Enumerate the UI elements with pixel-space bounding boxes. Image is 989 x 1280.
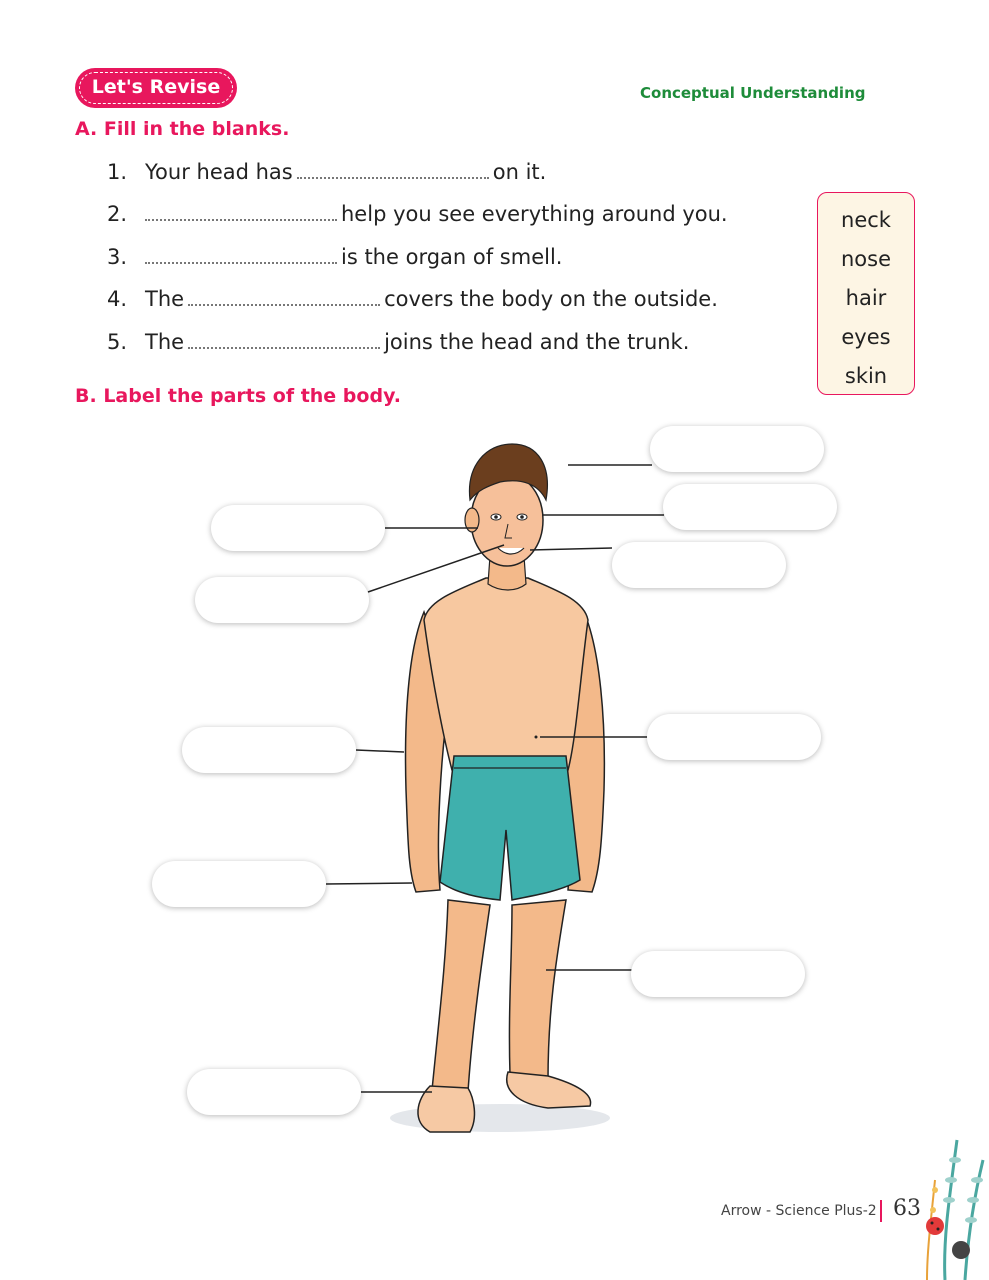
question-text-after: on it. xyxy=(492,160,547,184)
conceptual-understanding-tag: Conceptual Understanding xyxy=(640,84,866,102)
question-number: 3. xyxy=(107,245,128,269)
label-box-leg[interactable] xyxy=(631,951,805,997)
footer-divider xyxy=(880,1200,882,1222)
section-a-title: A. Fill in the blanks. xyxy=(75,118,290,140)
word-box-item: neck xyxy=(841,208,891,232)
question-number: 2. xyxy=(107,202,128,226)
word-box-item: nose xyxy=(840,247,892,271)
question-number: 4. xyxy=(107,287,128,311)
word-box-item: skin xyxy=(844,364,888,388)
label-box-trunk[interactable] xyxy=(647,714,821,760)
question-text-after: help you see everything around you. xyxy=(341,202,728,226)
question-number: 1. xyxy=(107,160,128,184)
word-box-item: hair xyxy=(845,286,887,310)
question-text-after: covers the body on the outside. xyxy=(384,287,718,311)
lets-revise-text: Let's Revise xyxy=(79,72,233,104)
question-text-before: The xyxy=(145,330,185,354)
label-box-foot[interactable] xyxy=(187,1069,361,1115)
decorative-plant-illustration xyxy=(905,1100,989,1280)
book-title: Arrow - Science Plus-2 xyxy=(721,1203,877,1219)
label-box-ear[interactable] xyxy=(211,505,385,551)
question-text-before: Your head has xyxy=(145,160,293,184)
label-box-hair[interactable] xyxy=(650,426,824,472)
question-text-after: joins the head and the trunk. xyxy=(384,330,690,354)
label-box-mouth[interactable] xyxy=(612,542,786,588)
question-number: 5. xyxy=(107,330,128,354)
label-box-arm[interactable] xyxy=(182,727,356,773)
section-b-title: B. Label the parts of the body. xyxy=(75,385,401,407)
label-box-nose[interactable] xyxy=(195,577,369,623)
question-text-after: is the organ of smell. xyxy=(341,245,563,269)
label-box-hand[interactable] xyxy=(152,861,326,907)
word-box-item: eyes xyxy=(841,325,891,349)
label-box-eye[interactable] xyxy=(663,484,837,530)
page-number: 63 xyxy=(893,1196,921,1221)
question-text-before: The xyxy=(145,287,185,311)
